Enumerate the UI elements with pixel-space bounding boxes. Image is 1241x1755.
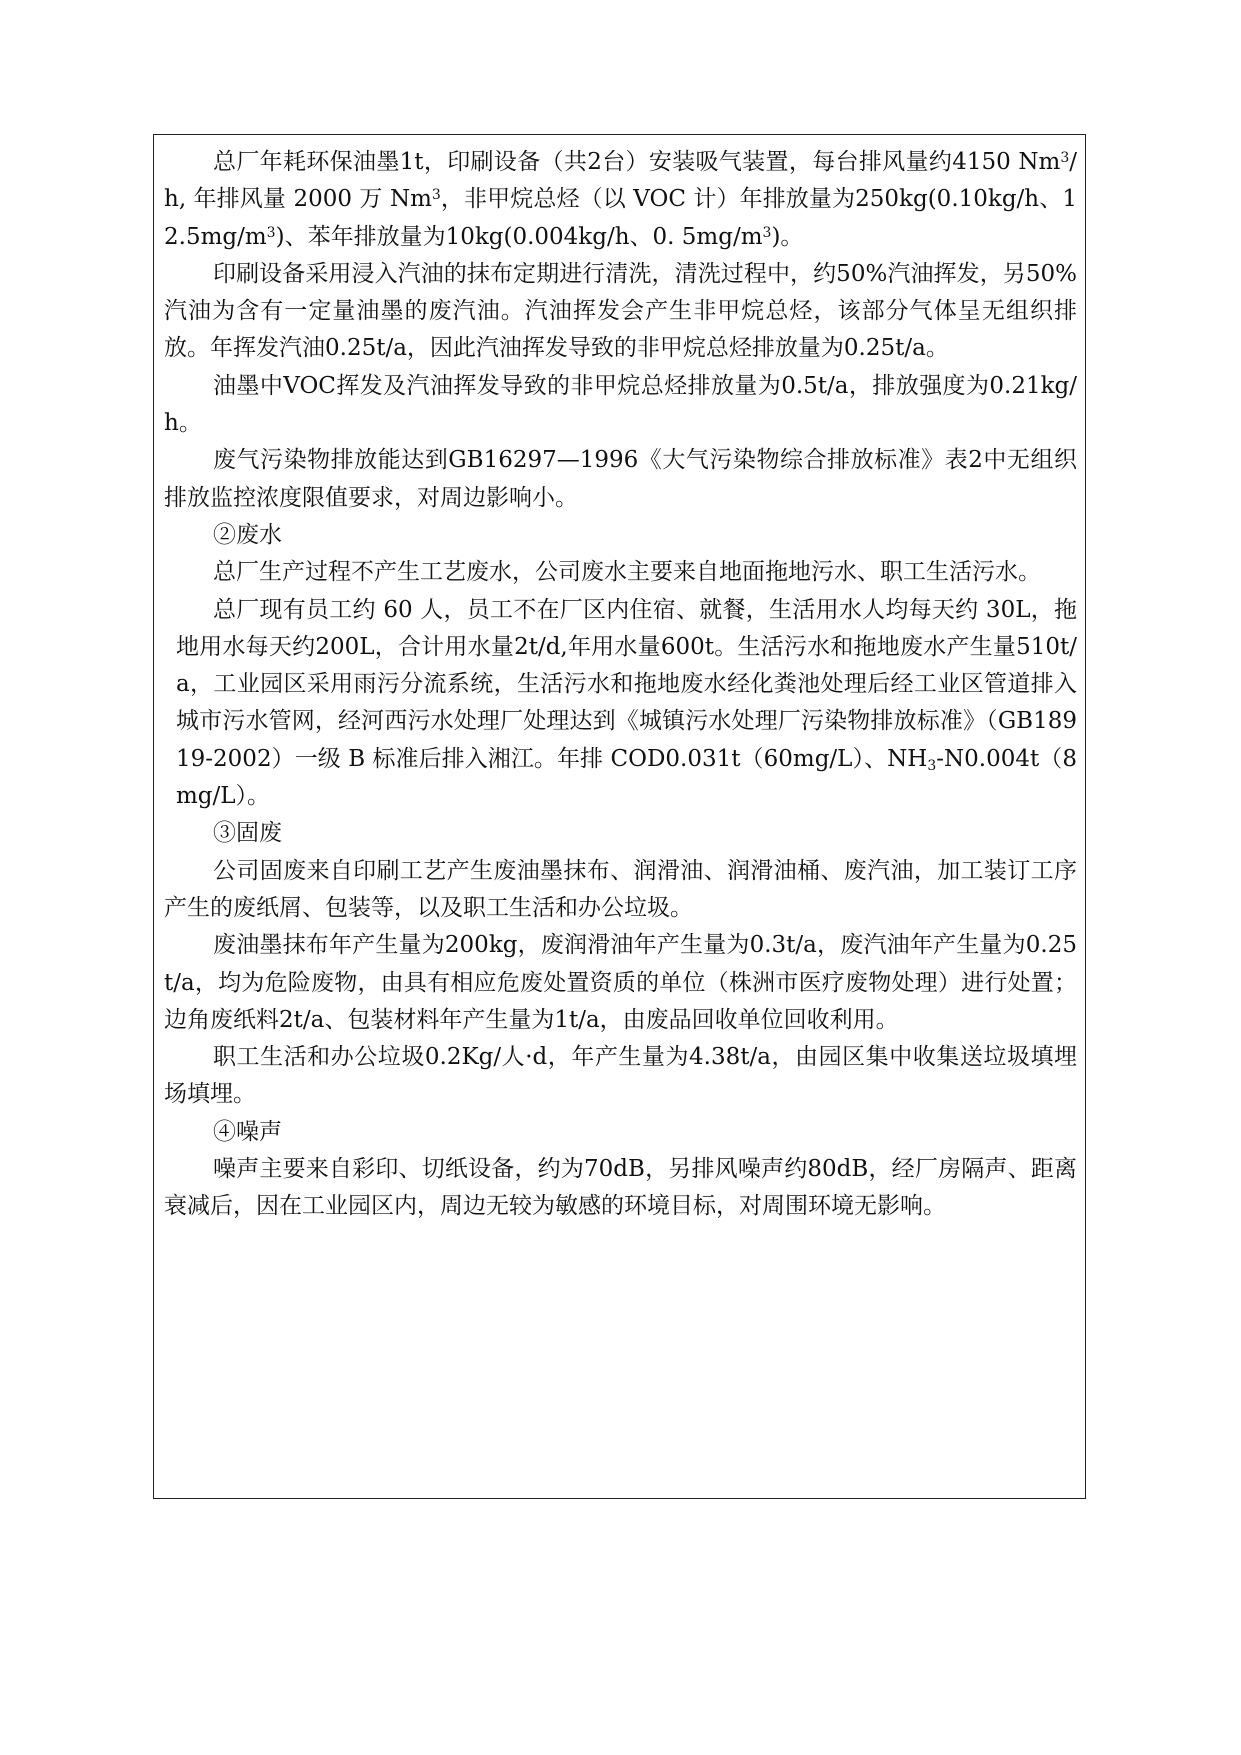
- paragraph-wastewater-source: 总厂生产过程不产生工艺废水，公司废水主要来自地面拖地污水、职工生活污水。: [213, 559, 1041, 586]
- text-run: ，非甲烷总烃（以 VOC 计）年排放量为250kg(0.10kg/h、12.5mg/m: [164, 186, 1077, 250]
- document-body: [164, 135, 1077, 1226]
- text-run: -N0.004t（8 mg/L）。: [176, 745, 1077, 810]
- paragraph-domestic-garbage: 职工生活和办公垃圾0.2Kg/人·d，年产生量为4.38t/a，由园区集中收集送垃圾填埋场填埋。: [164, 1044, 1077, 1108]
- text-run: )。: [771, 223, 804, 250]
- paragraph-voc-total: 油墨中VOC挥发及汽油挥发导致的非甲烷总烃排放量为0.5t/a，排放强度为0.21kg/h。: [164, 372, 1077, 437]
- paragraph-gasoline-cleaning: 印刷设备采用浸入汽油的抹布定期进行清洗，清洗过程中，约50%汽油挥发，另50%汽油为含有一定量油墨的废汽油。汽油挥发会产生非甲烷总烃，该部分气体呈无组织排放。年挥发汽油0.25t/a，因此汽油挥发导致的非甲烷总烃排放量为0.25t/a。: [164, 260, 1077, 362]
- paragraph-solid-waste-source: 公司固废来自印刷工艺产生废油墨抹布、润滑油、润滑油桶、废汽油，加工装订工序产生的废纸屑、包装等，以及职工生活和办公垃圾。: [164, 857, 1077, 921]
- text-run: 总厂年耗环保油墨1t，印刷设备（共2台）安装吸气装置，每台排风量约4150 Nm: [213, 149, 1061, 175]
- heading-wastewater: ②废水: [213, 521, 282, 548]
- paragraph-hazardous-waste: 废油墨抹布年产生量为200kg，废润滑油年产生量为0.3t/a，废汽油年产生量为0.25t/a，均为危险废物，由具有相应危废处置资质的单位（株洲市医疗废物处理）进行处置；边角废纸料2t/a、包装材料年产生量为1t/a，由废品回收单位回收利用。: [164, 932, 1077, 1033]
- superscript: 3: [762, 224, 772, 241]
- text-run: 总厂现有员工约 60 人，员工不在厂区内住宿、就餐，生活用水人均每天约 30L，拖地用水每天约200L，合计用水量2t/d,年用水量600t。生活污水和拖地废水产生量510t/a，工业园区采用雨污分流系统，生活污水和拖地废水经化粪池处理后经工业区管道排入城市污水管网，经河西污水处理厂处理达到《城镇污水处理厂污染物排放标准》（GB18919-2002）一级 B 标准后排入湘江。年排 COD0.031t（60mg/L）、NH: [176, 596, 1077, 772]
- text-run: )、苯年排放量为10kg(0.004kg/h、0. 5mg/m: [275, 223, 763, 250]
- paragraph-ink-emissions: [164, 144, 1077, 256]
- subscript: 3: [927, 757, 937, 774]
- heading-noise: ④噪声: [213, 1118, 282, 1145]
- paragraph-gas-standard: 废气污染物排放能达到GB16297—1996《大气污染物综合排放标准》表2中无组织排放监控浓度限值要求，对周边影响小。: [164, 447, 1077, 511]
- superscript: 3: [431, 187, 441, 204]
- top-padding: [164, 135, 1077, 144]
- content-table-cell: [153, 134, 1086, 1499]
- superscript: 3: [266, 224, 276, 241]
- heading-solid-waste: ③固废: [213, 820, 282, 847]
- text-run: /h, 年排风量 2000 万 Nm: [164, 149, 1077, 213]
- paragraph-noise: 噪声主要来自彩印、切纸设备，约为70dB，另排风噪声约80dB，经厂房隔声、距离衰减后，因在工业园区内，周边无较为敏感的环境目标，对周围环境无影响。: [164, 1156, 1077, 1220]
- superscript: 3: [1060, 150, 1070, 166]
- paragraph-wastewater-detail: [164, 592, 1077, 816]
